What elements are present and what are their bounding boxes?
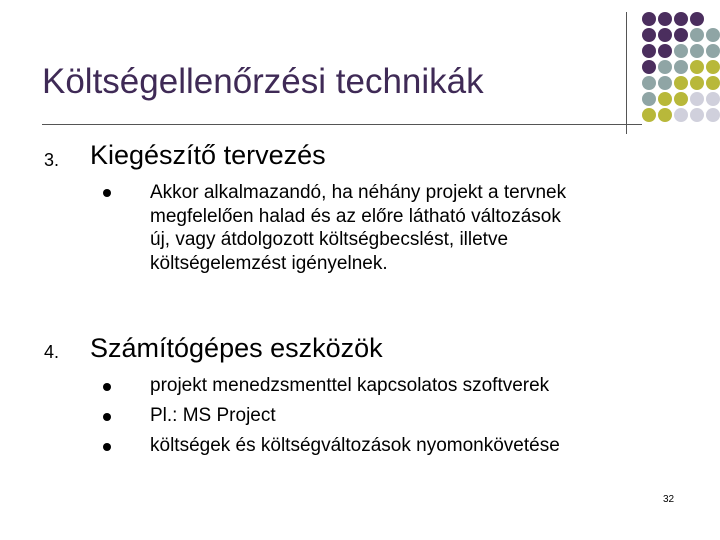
decorative-dot [706,108,720,122]
list-item: költségek és költségváltozások nyomonkövetése [150,435,560,456]
decorative-dot [642,44,656,58]
decorative-dot [690,60,704,74]
decorative-dot [706,76,720,90]
decorative-dot [642,92,656,106]
decorative-dot [706,28,720,42]
list-item: projekt menedzsmenttel kapcsolatos szoftverek [150,375,550,396]
decorative-dot [706,60,720,74]
paragraph-line: Akkor alkalmazandó, ha néhány projekt a tervnek [150,182,567,203]
decorative-dot [658,108,672,122]
decorative-dot [690,92,704,106]
decorative-dot [658,28,672,42]
decorative-dot [658,44,672,58]
decorative-dot [690,44,704,58]
decorative-dot [674,76,688,90]
decorative-dot [642,28,656,42]
bullet-icon [103,443,111,451]
decorative-dot [690,12,704,26]
decorative-dot [658,76,672,90]
decorative-dot [658,92,672,106]
paragraph-line: megfelelően halad és az előre látható változások [150,205,561,227]
decorative-dot [690,108,704,122]
section-heading-szamitogepes: Számítógépes eszközök [90,333,383,363]
page-number: 32 [663,494,675,505]
section-number-4: 4. [44,342,60,362]
decorative-dot [642,108,656,122]
paragraph-line: új, vagy átdolgozott költségbecslést, illetve [150,229,509,250]
bullet-icon [103,413,111,421]
decorative-dot [674,12,688,26]
decorative-dot [674,60,688,74]
decorative-dot-grid [640,12,720,122]
decorative-dot [674,108,688,122]
section-number-3: 3. [44,150,60,170]
decorative-dot [642,12,656,26]
decorative-dot [674,28,688,42]
decorative-dot [674,92,688,106]
decorative-dot [690,76,704,90]
decorative-dot [706,44,720,58]
bullet-icon [103,383,111,391]
slide-title: Költségellenőrzési technikák [42,62,484,101]
title-underline [42,124,642,125]
bullet-icon [103,189,111,197]
vertical-divider [626,12,627,134]
decorative-dot [690,28,704,42]
decorative-dot [658,60,672,74]
list-item: Pl.: MS Project [150,405,276,426]
decorative-dot [642,60,656,74]
section-paragraph [150,181,670,275]
section-heading-kiegeszito: Kiegészítő tervezés [90,140,326,170]
decorative-dot [674,44,688,58]
decorative-dot [658,12,672,26]
paragraph-line: költségelemzést igényelnek. [150,252,388,274]
decorative-dot [642,76,656,90]
decorative-dot [706,92,720,106]
